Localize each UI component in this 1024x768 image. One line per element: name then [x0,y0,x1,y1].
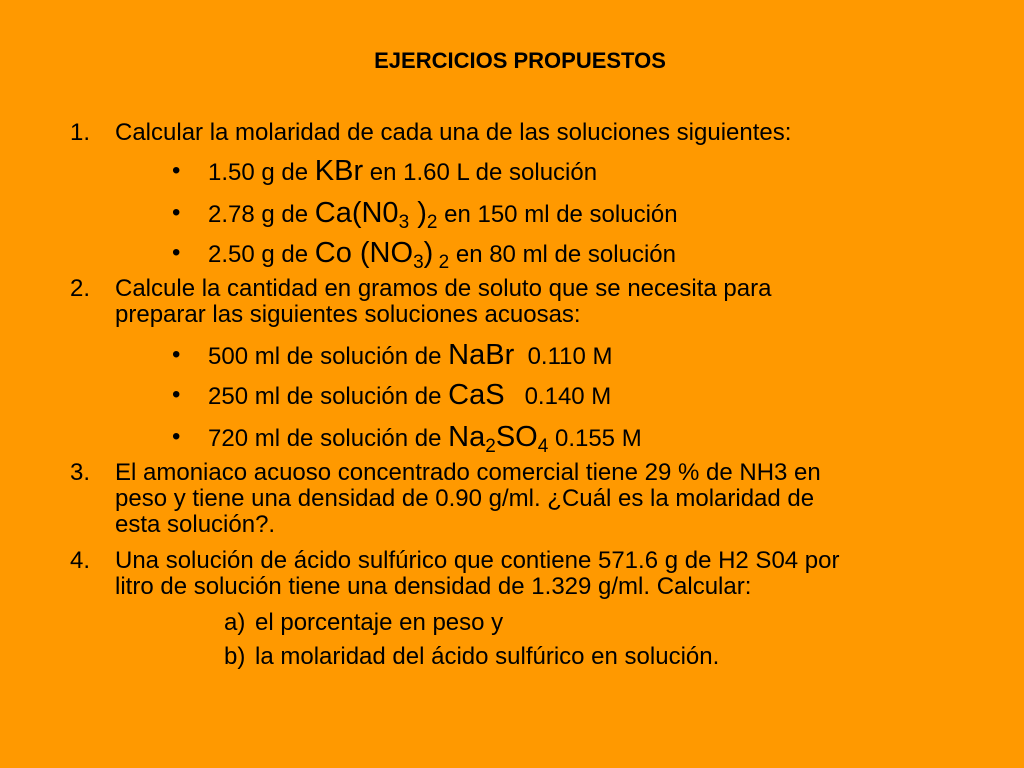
q1-item-kbr: 1.50 g de KBr en 1.60 L de solución [208,155,598,187]
q4-item-a-text: el porcentaje en peso y [255,609,504,636]
q1-text: Calcular la molaridad de cada una de las soluciones siguientes: [115,119,792,146]
q3-line-2: peso y tiene una densidad de 0.90 g/ml. ¿Cuál es la molaridad de [115,485,815,512]
q4-line-2: litro de solución tiene una densidad de 1.329 g/ml. Calcular: [115,573,752,600]
q4-item-a-letter: a) [224,609,246,636]
q3-number: 3. [70,459,91,486]
q2-line-1: Calcule la cantidad en gramos de soluto que se necesita para [115,275,772,302]
q1-item-cano3: 2.78 g de $Ca(N0_3$ )$_2$ en 150 ml de solución [208,197,678,233]
q2-item-cas: 250 ml de solución de CaS 0.140 M [208,379,612,411]
q2-number: 2. [70,275,91,302]
slide-title: EJERCICIOS PROPUESTOS [374,48,666,73]
q1-item-cono3: 2.50 g de Co $(NO_3)$ $_2$ en 80 ml de solución [208,237,676,273]
q1-bullet-1: • [172,157,181,184]
q3-line-1: El amoniaco acuoso concentrado comercial tiene 29 % de NH3 en [115,459,821,486]
q2-bullet-2: • [172,381,181,408]
q2-item-na2so4: 720 ml de solución de $Na_2SO_4$ 0.155 M [208,421,642,457]
q4-item-b-text: la molaridad del ácido sulfúrico en solución. [255,643,720,670]
q4-item-b-letter: b) [224,643,246,670]
q1-bullet-3: • [172,239,181,266]
q2-bullet-3: • [172,423,181,450]
q2-item-nabr: 500 ml de solución de NaBr 0.110 M [208,339,613,371]
q1-bullet-2: • [172,199,181,226]
q2-bullet-1: • [172,341,181,368]
q4-line-1: Una solución de ácido sulfúrico que contiene 571.6 g de H2 S04 por [115,547,840,574]
q4-number: 4. [70,547,91,574]
q3-line-3: esta solución?. [115,511,276,538]
q2-line-2: preparar las siguientes soluciones acuosas: [115,301,581,328]
q1-number: 1. [70,119,91,146]
